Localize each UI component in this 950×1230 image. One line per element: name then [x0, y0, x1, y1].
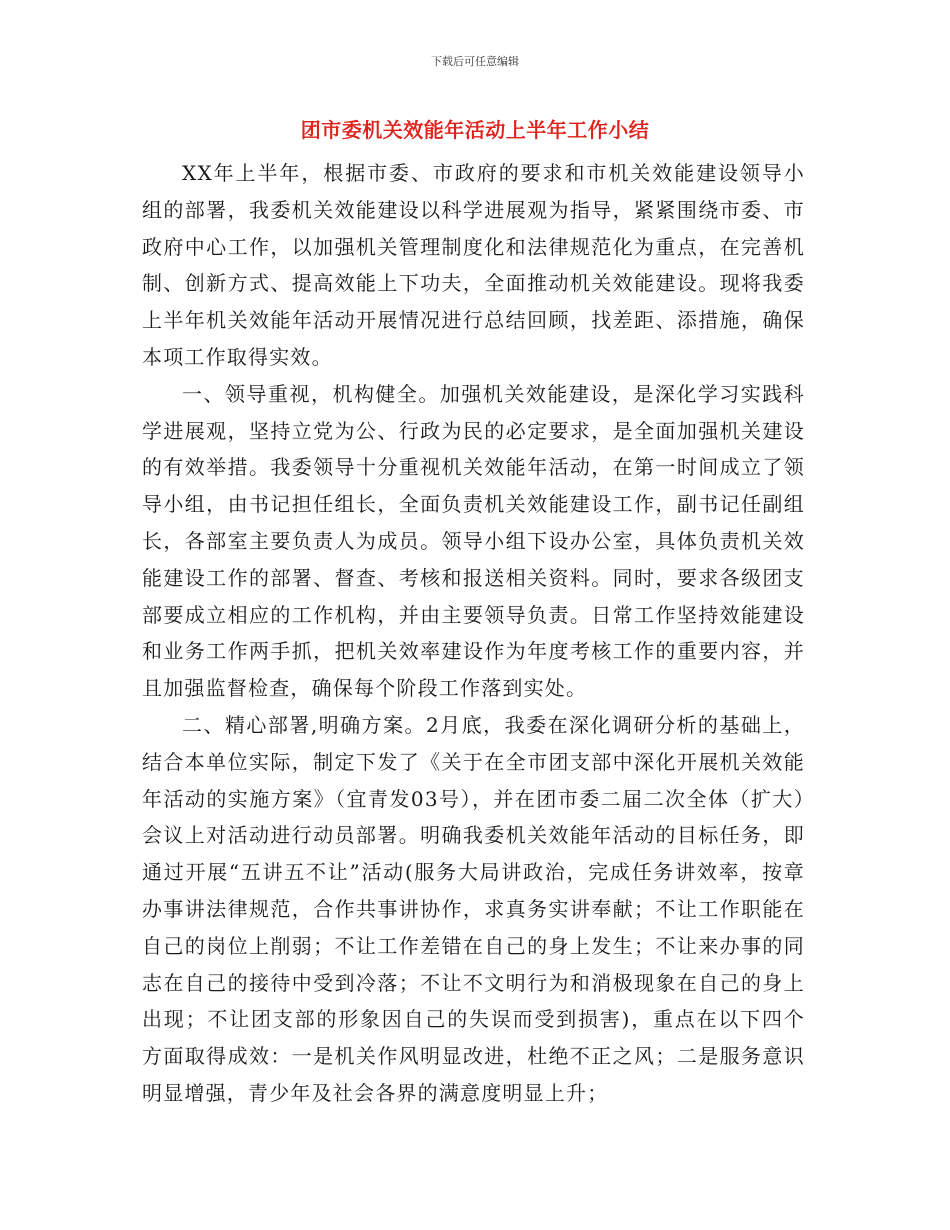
- paragraph-section-1: 一、领导重视，机构健全。加强机关效能建设，是深化学习实践科学进展观，坚持立党为公、行政为民的必定要求，是全面加强机关建设的有效举措。我委领导十分重视机关效能年活动，在第一时间成立了领导小组，由书记担任组长，全面负责机关效能建设工作，副书记任副组长，各部室主要负责人为成员。领导小组下设办公室，具体负责机关效能建设工作的部署、督查、考核和报送相关资料。同时，要求各级团支部要成立相应的工作机构，并由主要领导负责。日常工作坚持效能建设和业务工作两手抓，把机关效率建设作为年度考核工作的重要内容，并且加强监督检查，确保每个阶段工作落到实处。: [142, 381, 805, 701]
- header-note: 下载后可任意编辑: [431, 55, 519, 68]
- paragraph-intro: XX年上半年，根据市委、市政府的要求和市机关效能建设领导小组的部署，我委机关效能建设以科学进展观为指导，紧紧围绕市委、市政府中心工作，以加强机关管理制度化和法律规范化为重点，在完善机制、创新方式、提高效能上下功夫，全面推动机关效能建设。现将我委上半年机关效能年活动开展情况进行总结回顾，找差距、添措施，确保本项工作取得实效。: [142, 161, 805, 369]
- document-title: 团市委机关效能年活动上半年工作小结: [300, 118, 650, 142]
- document-body: [142, 155, 805, 1112]
- paragraph-section-2: 二、精心部署,明确方案。2月底，我委在深化调研分析的基础上，结合本单位实际，制定下发了《关于在全市团支部中深化开展机关效能年活动的实施方案》（宜青发03号），并在团市委二届二次全体（扩大）会议上对活动进行动员部署。明确我委机关效能年活动的目标任务，即通过开展“五讲五不让”活动(服务大局讲政治，完成任务讲效率，按章办事讲法律规范，合作共事讲协作，求真务实讲奉献；不让工作职能在自己的岗位上削弱；不让工作差错在自己的身上发生；不让来办事的同志在自己的接待中受到冷落；不让不文明行为和消极现象在自己的身上出现；不让团支部的形象因自己的失误而受到损害)，重点在以下四个方面取得成效：一是机关作风明显改进，杜绝不正之风；二是服务意识明显增强，青少年及社会各界的满意度明显上升；: [142, 712, 805, 1105]
